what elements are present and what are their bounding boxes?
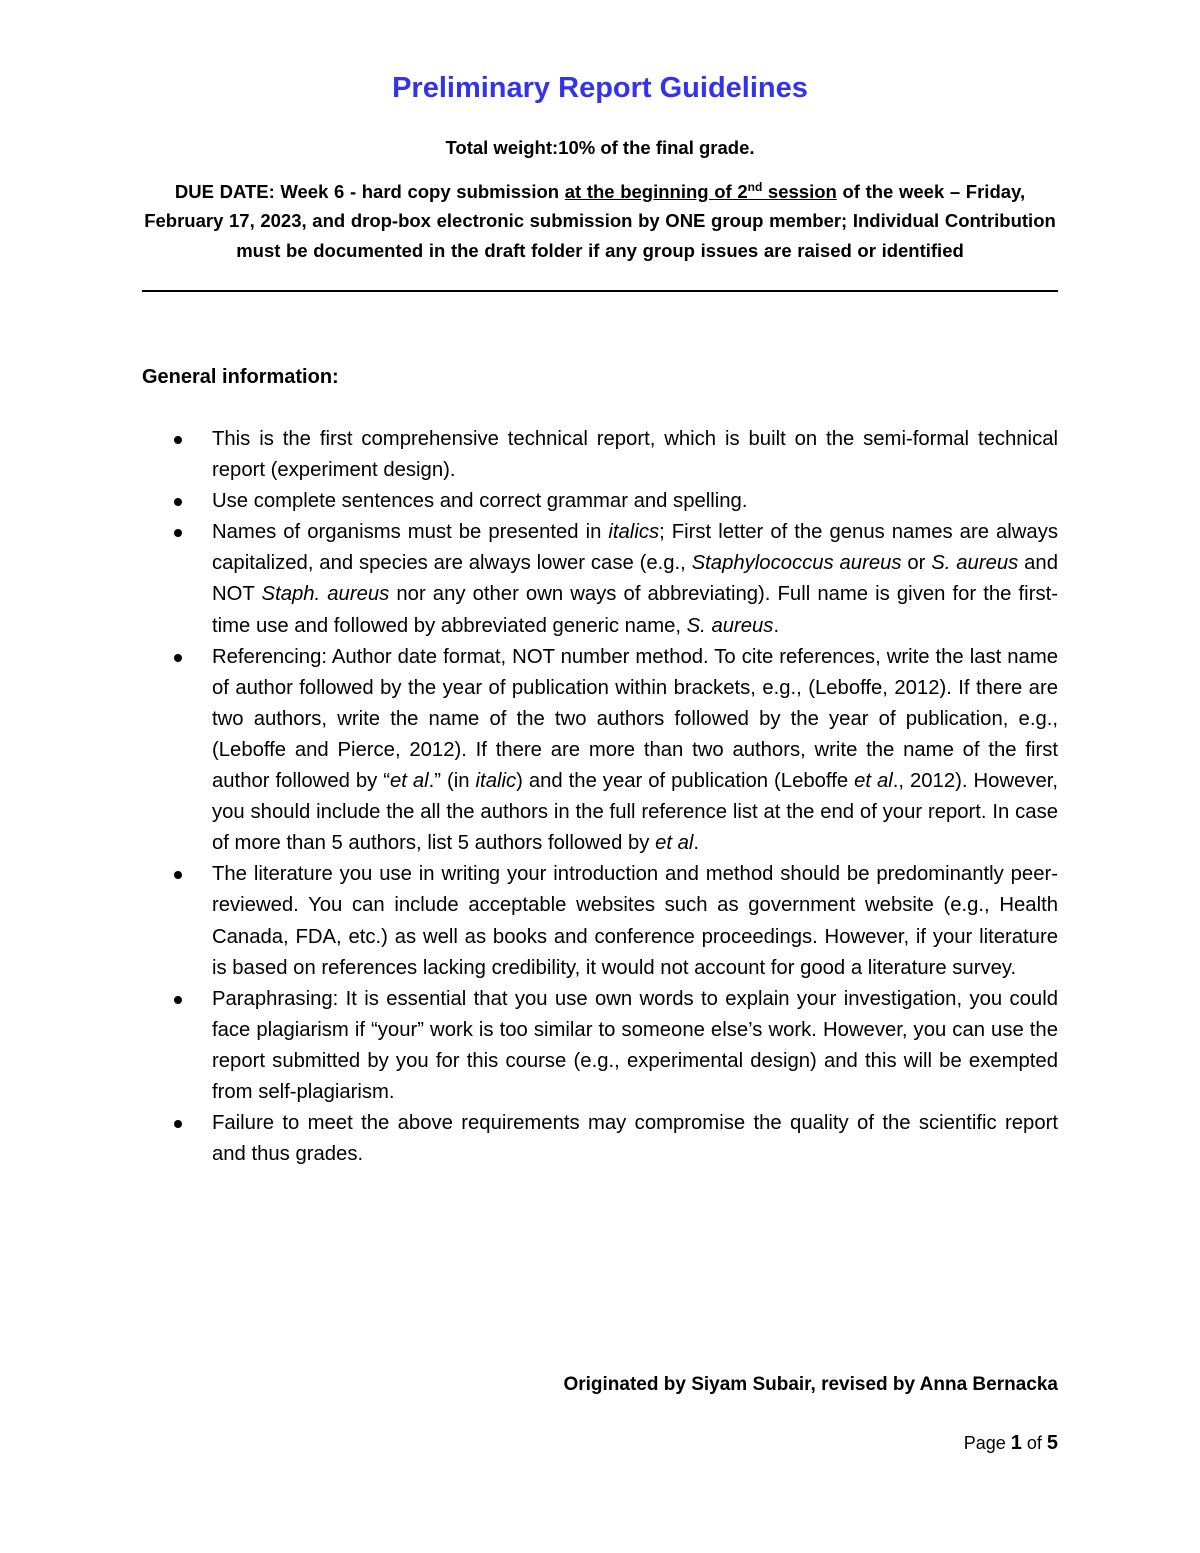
list-item bbox=[142, 517, 1058, 641]
text-segment: and NOT bbox=[212, 552, 1058, 606]
italic-text: et al bbox=[390, 770, 429, 793]
list-item bbox=[142, 424, 1058, 486]
text-segment: Use complete sentences and correct grammar and spelling. bbox=[212, 490, 748, 513]
list-item bbox=[142, 859, 1058, 983]
text-segment: ) and the year of publication (Leboffe bbox=[516, 770, 855, 793]
due-date-paragraph bbox=[142, 177, 1058, 265]
text-segment: Failure to meet the above requirements may compromise the quality of the scientific report and thus grades. bbox=[212, 1112, 1058, 1166]
text-segment: Referencing: Author date format, NOT number method. To cite references, write the last name of author followed by the year of publication within brackets, e.g., (Leboffe, 2012). If there are two authors, write the name of the two authors followed by the year of publication, e.g., (Leboffe and Pierce, 2012). If there are more than two authors, write the name of the first author followed by “ bbox=[212, 645, 1058, 793]
due-date-rest: of the week – Friday, February 17, 2023, and drop-box electronic submission by ONE group member; Individual Contribution must be documented in the draft folder if any group issues are raised or identified bbox=[144, 181, 1056, 261]
page-of: of bbox=[1021, 1433, 1047, 1453]
italic-text: et al bbox=[655, 832, 694, 855]
list-item bbox=[142, 984, 1058, 1108]
bullet-icon bbox=[174, 996, 182, 1004]
page-prefix: Page bbox=[963, 1433, 1011, 1453]
list-item bbox=[142, 486, 1058, 517]
text-segment: The literature you use in writing your introduction and method should be predominantly peer-reviewed. You can include acceptable websites such as government website (e.g., Health Canada, FDA, etc.) as well as books and conference proceedings. However, if your literature is based on references lacking credibility, it would not account for good a literature survey. bbox=[212, 863, 1058, 979]
italic-text: Staphylococcus aureus bbox=[691, 552, 902, 575]
text-segment: ., 2012). However, you should include the all the authors in the full reference list at the end of your report. In case of more than 5 authors, list 5 authors followed by bbox=[212, 770, 1059, 855]
bullet-icon bbox=[174, 436, 182, 444]
text-segment: ; First letter of the genus names are always capitalized, and species are always lower case (e.g., bbox=[212, 521, 1058, 575]
italic-text: italic bbox=[475, 770, 517, 793]
italic-text: S. aureus bbox=[686, 614, 774, 637]
bullet-icon bbox=[174, 1120, 182, 1128]
bullet-icon bbox=[174, 529, 182, 537]
bullet-icon bbox=[174, 654, 182, 662]
page-current: 1 bbox=[1010, 1432, 1022, 1454]
section-heading-general-information: General information: bbox=[142, 366, 339, 388]
due-underline-text: at the beginning of 2 bbox=[564, 181, 748, 202]
text-segment: Paraphrasing: It is essential that you use own words to explain your investigation, you could face plagiarism if “your” work is too similar to someone else’s work. However, you can use the report submitted by you for this course (e.g., experimental design) and this will be exempted from self-plagiarism. bbox=[212, 987, 1058, 1103]
text-segment: .” (in bbox=[428, 770, 476, 793]
list-item bbox=[142, 642, 1058, 860]
page-total: 5 bbox=[1046, 1432, 1058, 1454]
text-segment: Names of organisms must be presented in bbox=[212, 521, 609, 544]
bullet-icon bbox=[174, 498, 182, 506]
due-date-lead: DUE DATE: Week 6 - hard copy submission bbox=[174, 181, 565, 202]
footer-originated-by: Originated by Siyam Subair, revised by Anna Bernacka bbox=[563, 1374, 1058, 1395]
due-superscript: nd bbox=[747, 179, 763, 194]
footer-page-number bbox=[964, 1432, 1058, 1455]
italic-text: Staph. aureus bbox=[261, 583, 390, 606]
due-date-underlined bbox=[565, 181, 837, 202]
list-item bbox=[142, 1108, 1058, 1170]
page-title: Preliminary Report Guidelines bbox=[392, 72, 808, 104]
italic-text: et al bbox=[854, 770, 893, 793]
text-segment: This is the first comprehensive technical report, which is built on the semi-formal technical report (experiment design). bbox=[212, 428, 1058, 482]
bullet-icon bbox=[174, 871, 182, 879]
italic-text: italics bbox=[608, 521, 660, 544]
italic-text: S. aureus bbox=[931, 552, 1019, 575]
text-segment: or bbox=[901, 552, 932, 575]
due-underline-text-2: session bbox=[762, 181, 837, 202]
text-segment: . bbox=[693, 832, 700, 855]
text-segment: . bbox=[773, 614, 780, 637]
total-weight: Total weight:10% of the final grade. bbox=[445, 137, 755, 158]
text-segment: nor any other own ways of abbreviating). Full name is given for the first-time use and followed by abbreviated generic name, bbox=[212, 583, 1058, 637]
general-information-list bbox=[142, 424, 1058, 1170]
header-divider bbox=[142, 290, 1058, 292]
